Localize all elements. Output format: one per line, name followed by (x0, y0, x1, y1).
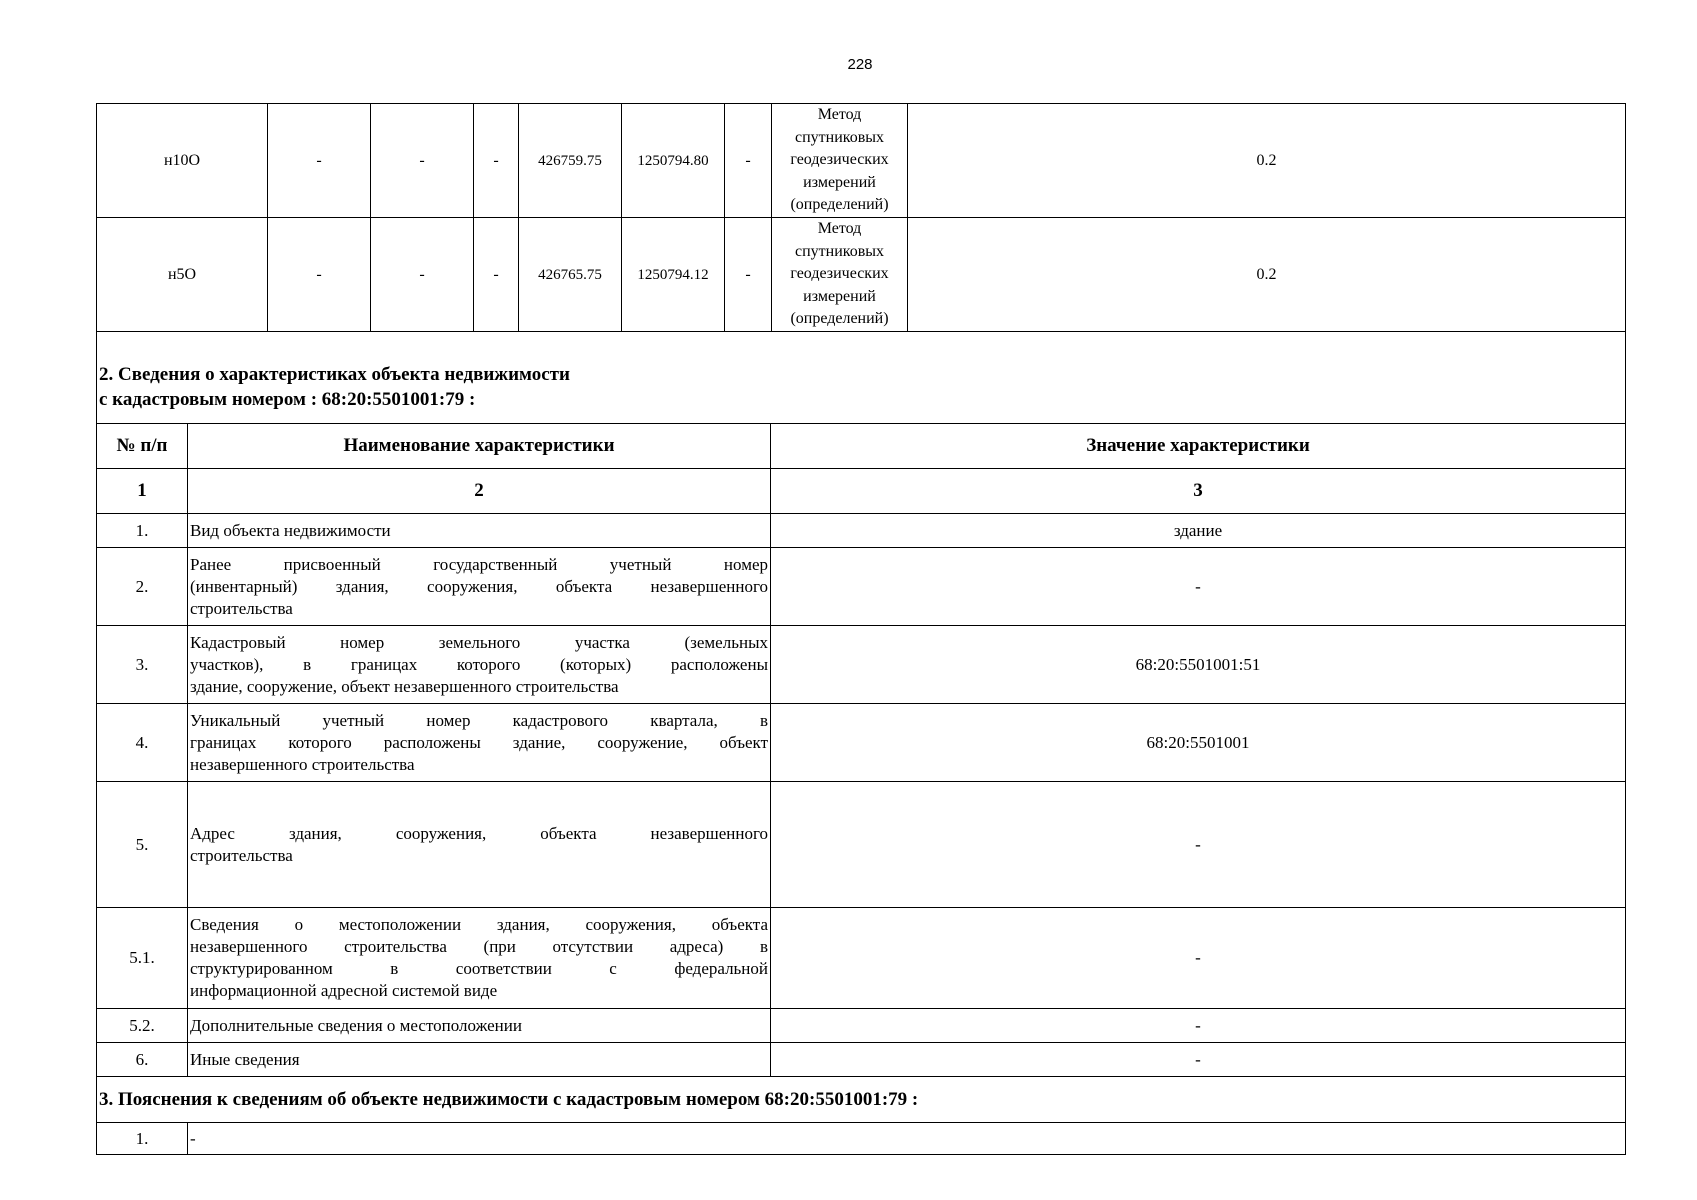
row-num: 1. (97, 514, 188, 548)
table-row (97, 514, 1626, 548)
row-num: 5. (97, 782, 188, 908)
point-y: 1250794.80 (622, 104, 725, 218)
point-method (772, 218, 908, 332)
row-name: Сведения о местоположении здания, сооружения, объекта незавершенного строительства (при отсутствии адреса) в структурированном в соответствии с федеральной информационной адресной системой виде (188, 908, 771, 1009)
point-row (97, 104, 1626, 218)
points-table (96, 103, 1626, 332)
row-name: Вид объекта недвижимости (188, 514, 771, 548)
header-name: Наименование характеристики (188, 424, 771, 469)
method-line: спутниковых (794, 128, 885, 146)
point-y: 1250794.12 (622, 218, 725, 332)
row-value: здание (771, 514, 1626, 548)
point-method (772, 104, 908, 218)
characteristics-table (96, 331, 1626, 1155)
row-name: Уникальный учетный номер кадастрового квартала, в границах которого расположены здание, сооружение, объект незавершенного строительства (188, 704, 771, 782)
table-row (97, 1043, 1626, 1077)
section-3-title-row (97, 1077, 1626, 1123)
point-cell: - (725, 218, 772, 332)
table-row (97, 1009, 1626, 1043)
header-num: № п/п (97, 424, 188, 469)
row-text: - (188, 1123, 1626, 1155)
row-value: 68:20:5501001 (771, 704, 1626, 782)
point-cell: - (371, 104, 474, 218)
section-2-title-row (97, 332, 1626, 424)
section-3-title: 3. Пояснения к сведениям об объекте недвижимости с кадастровым номером 68:20:5501001:79 : (97, 1077, 1626, 1123)
row-name: Иные сведения (188, 1043, 771, 1077)
method-line: (определений) (790, 310, 889, 328)
row-num: 1. (97, 1123, 188, 1155)
page-number: 228 (847, 56, 873, 73)
point-cell: - (371, 218, 474, 332)
table-row (97, 704, 1626, 782)
table-row (97, 1123, 1626, 1155)
row-num: 2. (97, 548, 188, 626)
cadastral-document (96, 103, 1626, 1155)
point-accuracy: 0.2 (908, 104, 1626, 218)
header-value: Значение характеристики (771, 424, 1626, 469)
point-cell: - (474, 218, 519, 332)
point-accuracy: 0.2 (908, 218, 1626, 332)
point-cell: - (474, 104, 519, 218)
point-cell: - (725, 104, 772, 218)
row-num: 5.2. (97, 1009, 188, 1043)
table-row (97, 908, 1626, 1009)
method-line: (определений) (790, 196, 889, 214)
column-index: 1 (97, 469, 188, 514)
column-index: 2 (188, 469, 771, 514)
point-cell: - (268, 218, 371, 332)
row-name: Ранее присвоенный государственный учетный номер (инвентарный) здания, сооружения, объекта незавершенного строительства (188, 548, 771, 626)
method-line: геодезических (790, 265, 889, 283)
column-index: 3 (771, 469, 1626, 514)
row-num: 5.1. (97, 908, 188, 1009)
row-num: 6. (97, 1043, 188, 1077)
row-num: 3. (97, 626, 188, 704)
row-num: 4. (97, 704, 188, 782)
row-value: - (771, 548, 1626, 626)
section-2-title-line: 2. Сведения о характеристиках объекта недвижимости (99, 363, 570, 385)
row-name: Кадастровый номер земельного участка (земельных участков), в границах которого (которых) расположены здание, сооружение, объект незавершенного строительства (188, 626, 771, 704)
row-name: Дополнительные сведения о местоположении (188, 1009, 771, 1043)
row-value: - (771, 782, 1626, 908)
section-2-title-line: с кадастровым номером : 68:20:5501001:79 : (99, 388, 476, 410)
method-line: спутниковых (794, 242, 885, 260)
table-row (97, 626, 1626, 704)
point-cell: - (268, 104, 371, 218)
point-name: н10О (97, 104, 268, 218)
method-line: измерений (803, 173, 876, 191)
table-row (97, 782, 1626, 908)
row-value: - (771, 908, 1626, 1009)
method-line: измерений (803, 287, 876, 305)
method-line: Метод (817, 220, 862, 238)
point-x: 426759.75 (519, 104, 622, 218)
header-row (97, 424, 1626, 469)
column-index-row (97, 469, 1626, 514)
point-x: 426765.75 (519, 218, 622, 332)
row-value: 68:20:5501001:51 (771, 626, 1626, 704)
table-row (97, 548, 1626, 626)
point-row (97, 218, 1626, 332)
point-name: н5О (97, 218, 268, 332)
row-value: - (771, 1043, 1626, 1077)
row-name: Адрес здания, сооружения, объекта незавершенного строительства (188, 782, 771, 908)
method-line: геодезических (790, 151, 889, 169)
section-2-title (97, 332, 1626, 424)
row-value: - (771, 1009, 1626, 1043)
method-line: Метод (817, 106, 862, 124)
